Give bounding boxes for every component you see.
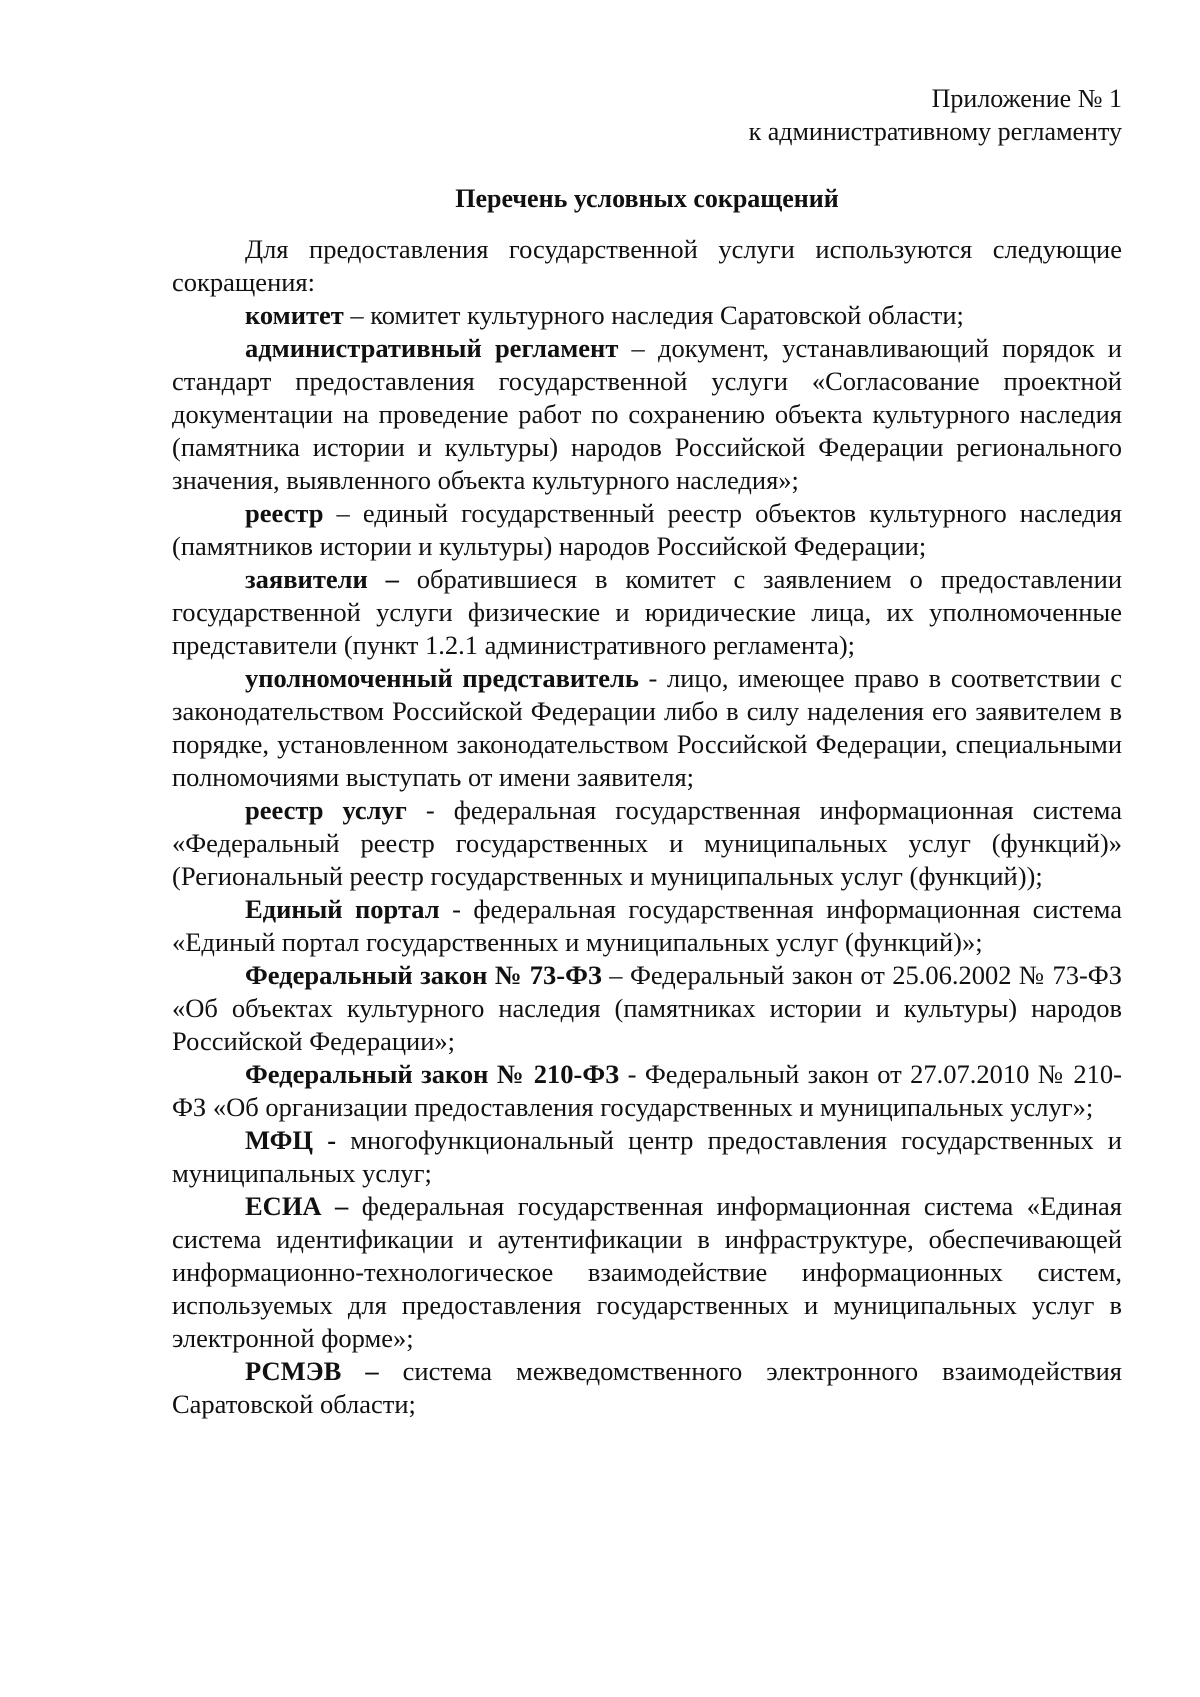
definition-term: реестр услуг [245, 795, 407, 825]
definition-term: Единый портал [245, 894, 440, 924]
definition-item [172, 299, 1122, 332]
definition-item [172, 1058, 1122, 1124]
definition-item [172, 893, 1122, 959]
definition-text: – комитет культурного наследия Саратовской области; [343, 300, 964, 330]
appendix-header [172, 82, 1122, 148]
definition-term: МФЦ - [245, 1125, 337, 1155]
definition-item [172, 959, 1122, 1058]
document-page [172, 82, 1122, 1421]
definition-term: реестр [245, 498, 324, 528]
definition-text: обратившиеся в комитет с заявлением о предоставлении государственной услуги физические и юридические лица, их уполномоченные представители (пункт 1.2.1 административного регламента); [172, 564, 1122, 660]
appendix-number: Приложение № 1 [931, 84, 1122, 113]
definition-text: - лицо, имеющее право в соответствии с законодательством Российской Федерации либо в силу наделения его заявителем в порядке, установленном законодательством Российской Федерации, специальными полномочиями выступать от имени заявителя; [172, 663, 1123, 792]
definition-text: многофункциональный центр предоставления государственных и муниципальных услуг; [172, 1125, 1122, 1188]
definition-text: - федеральная государственная информационная система «Федеральный реестр государственных и муниципальных услуг (функций)» (Региональный реестр государственных и муниципальных услуг (функций)); [172, 795, 1122, 891]
definition-text: - федеральная государственная информационная система «Единый портал государственных и муниципальных услуг (функций)»; [172, 894, 1122, 957]
appendix-reference: к административному регламенту [748, 117, 1122, 146]
definition-term: ЕСИА – [245, 1191, 349, 1221]
document-title: Перечень условных сокращений [455, 184, 839, 213]
definition-term: Федеральный закон № 73-ФЗ [245, 960, 602, 990]
definition-item [172, 332, 1122, 497]
definition-term: Федеральный закон № 210-ФЗ [245, 1059, 620, 1089]
definition-item [172, 497, 1122, 563]
definition-term: заявители – [245, 564, 399, 594]
definition-text: система межведомственного электронного взаимодействия Саратовской области; [172, 1356, 1122, 1419]
definition-text: федеральная государственная информационная система «Единая система идентификации и аутентификации в инфраструктуре, обеспечивающей информационно-технологическое взаимодействие информационных систем, используемых для предоставления государственных и муниципальных услуг в электронной форме»; [172, 1191, 1122, 1353]
definition-item [172, 1355, 1122, 1421]
definition-item [172, 662, 1122, 794]
definition-item [172, 1190, 1122, 1355]
definition-item [172, 563, 1122, 662]
intro-paragraph: Для предоставления государственной услуги используются следующие сокращения: [172, 234, 1122, 297]
definition-text: – единый государственный реестр объектов культурного наследия (памятников истории и культуры) народов Российской Федерации; [172, 498, 1122, 561]
definition-term: комитет [245, 300, 344, 330]
definition-text: – Федеральный закон от 25.06.2002 № 73-ФЗ «Об объектах культурного наследия (памятниках истории и культуры) народов Российской Федерации»; [172, 960, 1122, 1056]
definition-item [172, 794, 1122, 893]
definition-term: уполномоченный представитель [245, 663, 639, 693]
definition-term: административный регламент [245, 333, 619, 363]
definition-term: РСМЭВ – [245, 1356, 379, 1386]
definition-item [172, 1124, 1122, 1190]
definition-text: - Федеральный закон от 27.07.2010 № 210-ФЗ «Об организации предоставления государственных и муниципальных услуг»; [172, 1059, 1122, 1122]
definition-text: – документ, устанавливающий порядок и стандарт предоставления государственной услуги «Согласование проектной документации на проведение работ по сохранению объекта культурного наследия (памятника истории и культуры) народов Российской Федерации регионального значения, выявленного объекта культурного наследия»; [172, 333, 1122, 495]
